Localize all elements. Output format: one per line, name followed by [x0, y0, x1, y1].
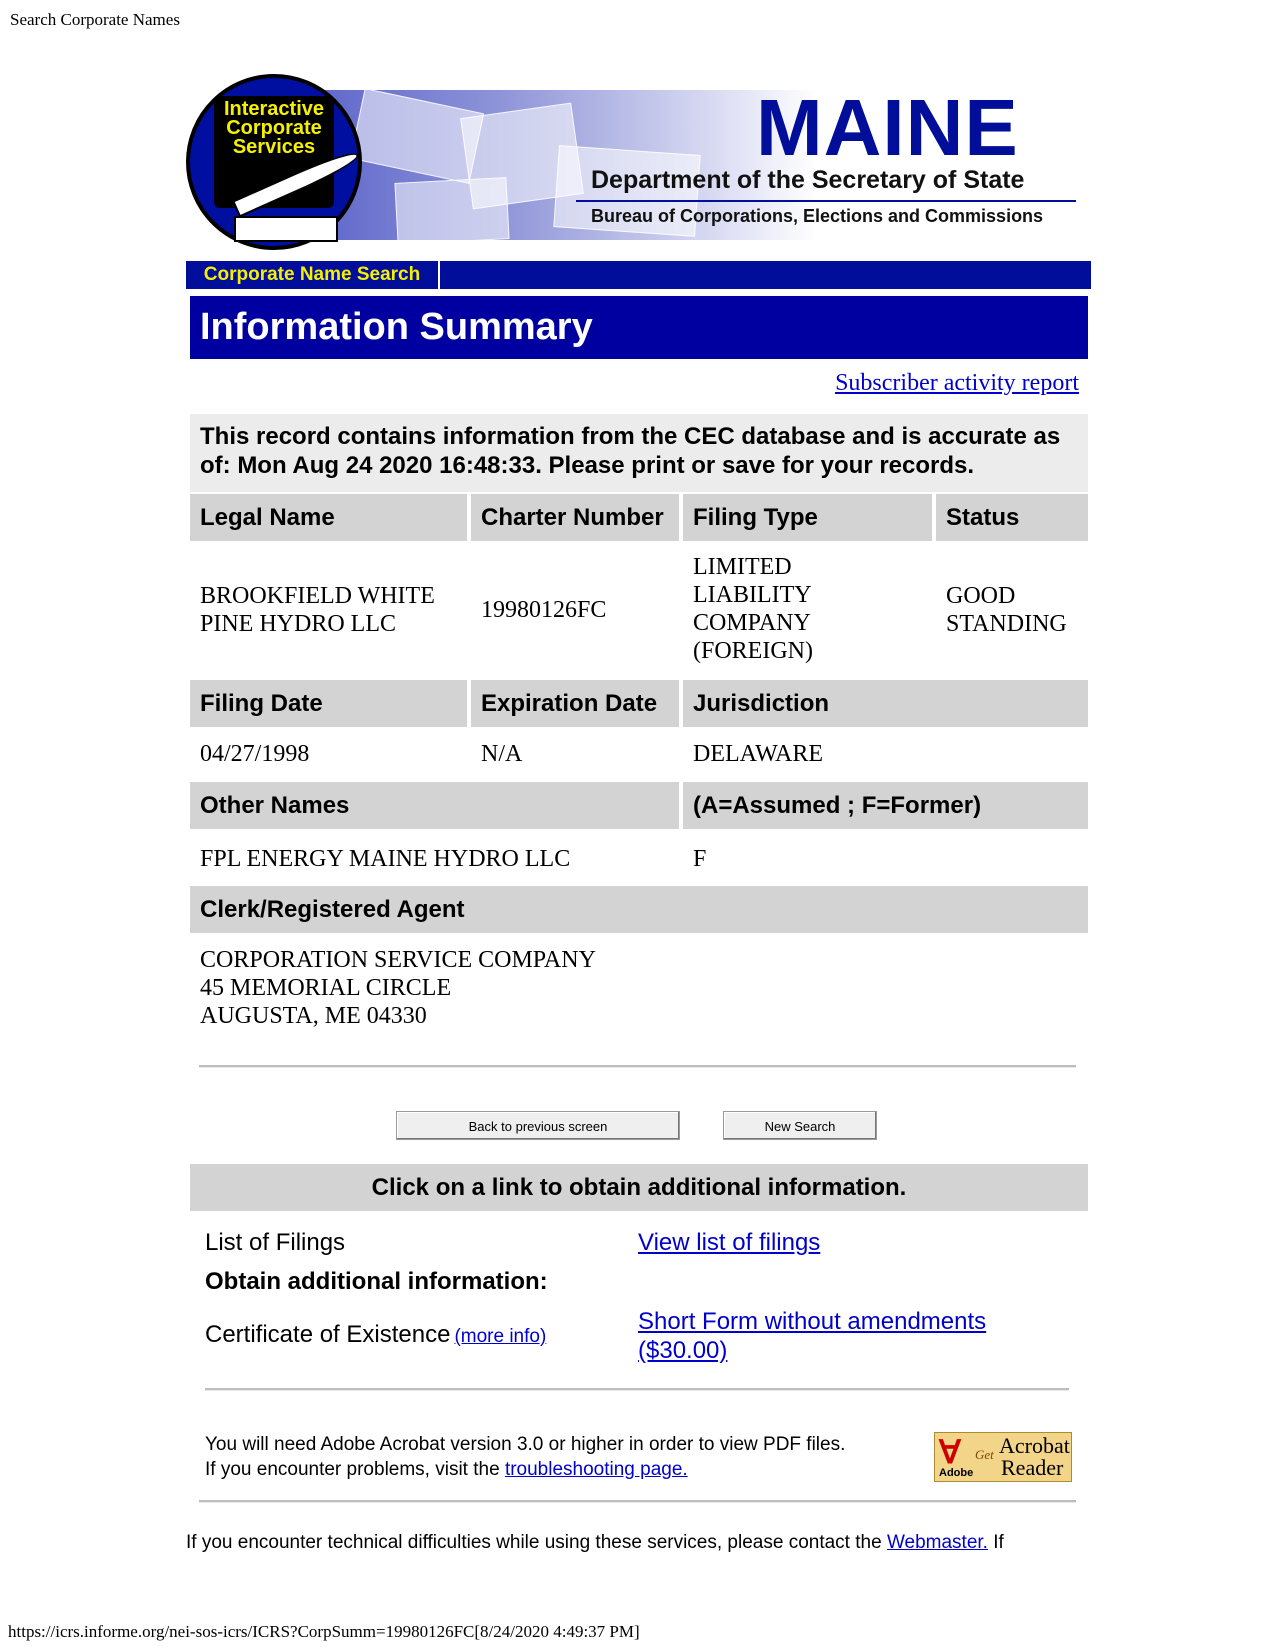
document-title: Search Corporate Names [10, 10, 180, 29]
troubleshooting-link[interactable]: troubleshooting page. [504, 1459, 688, 1480]
nav-bar [186, 261, 1091, 289]
filing-date-header: Filing Date [190, 680, 467, 727]
short-form-link[interactable]: Short Form without amendments ($30.00) [638, 1308, 987, 1364]
view-list-of-filings-link[interactable]: View list of filings [638, 1229, 821, 1256]
registered-agent-value: CORPORATION SERVICE COMPANY 45 MEMORIAL CIRCLE AUGUSTA, ME 04330 [200, 947, 596, 1029]
maine-sos-banner [186, 70, 1091, 252]
other-name-type-value: F [693, 846, 707, 872]
legal-name-header: Legal Name [190, 494, 467, 541]
get-acrobat-reader-badge[interactable]: Ɐ Adobe Get Acrobat Reader [934, 1432, 1072, 1482]
tab-corporate-name-search[interactable]: Corporate Name Search [186, 261, 440, 289]
footer-url: https://icrs.informe.org/nei-sos-icrs/ICRS?CorpSumm=19980126FC[8/24/2020 4:49:37 PM] [8, 1622, 640, 1641]
more-info-link[interactable]: (more info) [454, 1326, 547, 1347]
status-header: Status [936, 494, 1088, 541]
other-names-header: Other Names [190, 782, 679, 829]
obtain-additional-info-heading: Obtain additional information: [205, 1268, 548, 1295]
filing-date-value: 04/27/1998 [200, 741, 310, 767]
seal-line: Interactive [223, 98, 325, 120]
certificate-of-existence-row [205, 1321, 546, 1349]
other-name-value: FPL ENERGY MAINE HYDRO LLC [200, 846, 571, 872]
banner-divider [576, 200, 1076, 202]
new-search-button[interactable]: New Search [723, 1111, 877, 1140]
filing-type-header: Filing Type [683, 494, 932, 541]
computer-base-icon [234, 216, 338, 242]
charter-number-value: 19980126FC [481, 597, 607, 623]
expiration-date-value: N/A [481, 741, 523, 767]
jurisdiction-header: Jurisdiction [683, 680, 1088, 727]
charter-number-header: Charter Number [471, 494, 679, 541]
webmaster-link[interactable]: Webmaster. [886, 1532, 988, 1553]
contact-notice: If you encounter technical difficulties while using these services, please contact the Webmaster. If [186, 1532, 1004, 1553]
bureau-title: Bureau of Corporations, Elections and Commissions [591, 206, 1044, 226]
adobe-logo-icon: Ɐ [939, 1434, 961, 1470]
status-value: GOOD STANDING [946, 583, 1067, 637]
divider [199, 1500, 1076, 1503]
seal-line: Services [232, 136, 316, 158]
department-title: Department of the Secretary of State [591, 166, 1025, 194]
expiration-date-header: Expiration Date [471, 680, 679, 727]
state-title: MAINE [756, 83, 1019, 172]
acrobat-notice: You will need Adobe Acrobat version 3.0 or higher in order to view PDF files. If you encounter problems, visit the troubleshooting page. [205, 1434, 846, 1480]
divider [205, 1388, 1069, 1391]
links-section-header: Click on a link to obtain additional information. [190, 1164, 1088, 1211]
accuracy-notice: This record contains information from the CEC database and is accurate as of: Mon Aug 24 2020 16:48:33. Please print or save for your records. [190, 414, 1088, 492]
subscriber-activity-report-link[interactable]: Subscriber activity report [835, 370, 1079, 396]
interactive-corporate-services-logo [186, 74, 362, 250]
registered-agent-header: Clerk/Registered Agent [190, 886, 1088, 933]
name-type-legend-header: (A=Assumed ; F=Former) [683, 782, 1088, 829]
legal-name-value: BROOKFIELD WHITE PINE HYDRO LLC [200, 583, 435, 637]
back-button[interactable]: Back to previous screen [396, 1111, 680, 1140]
page-title: Information Summary [190, 296, 1088, 359]
jurisdiction-value: DELAWARE [693, 741, 824, 767]
divider [199, 1065, 1076, 1068]
certificate-of-existence-label: Certificate of Existence [205, 1321, 451, 1348]
filing-type-value: LIMITED LIABILITY COMPANY (FOREIGN) [693, 554, 813, 664]
list-of-filings-label: List of Filings [205, 1229, 346, 1256]
seal-line: Corporate [226, 117, 322, 139]
